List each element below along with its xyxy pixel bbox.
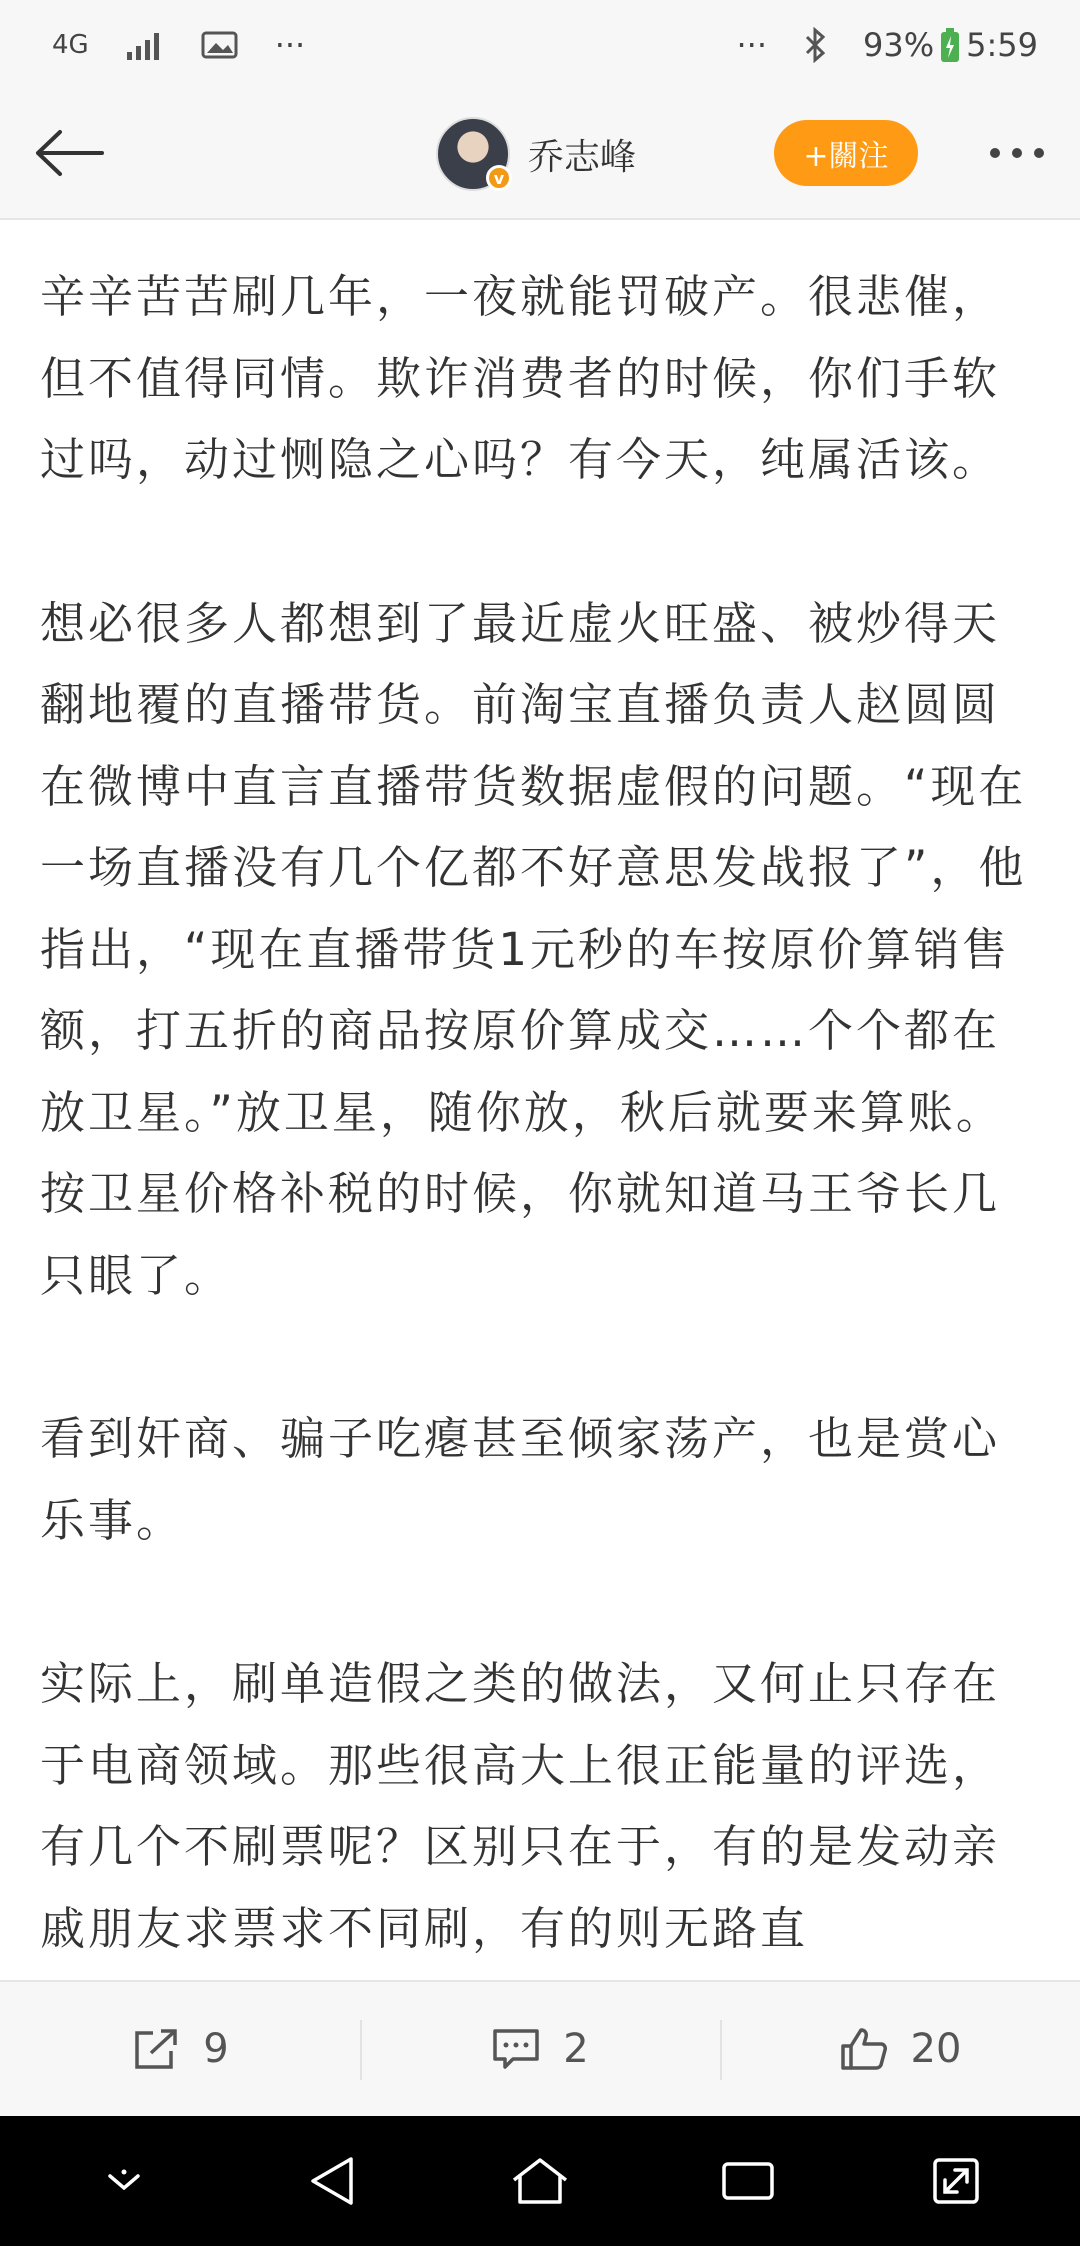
signal-bars-icon xyxy=(125,30,165,60)
nav-expand-button[interactable] xyxy=(911,2136,1001,2226)
gallery-icon xyxy=(201,30,239,60)
more-options-button[interactable] xyxy=(972,120,1062,186)
nav-back-button[interactable] xyxy=(287,2136,377,2226)
more-dot-icon xyxy=(990,148,1000,158)
profile-header[interactable] xyxy=(436,114,636,194)
like-button[interactable] xyxy=(720,1982,1080,2116)
status-left xyxy=(52,26,305,64)
repost-count: 9 xyxy=(203,2026,229,2072)
more-dot-icon xyxy=(1034,148,1044,158)
comment-button[interactable] xyxy=(360,1982,720,2116)
user-name[interactable]: 乔志峰 xyxy=(528,136,637,178)
battery-icon xyxy=(940,27,960,63)
expand-icon xyxy=(931,2156,981,2206)
action-bar xyxy=(0,1980,1080,2116)
back-arrow-icon xyxy=(32,128,106,178)
battery-indicator xyxy=(863,26,1038,64)
recents-icon xyxy=(720,2158,776,2204)
more-dot-icon xyxy=(1012,148,1022,158)
article-paragraph: 辛辛苦苦刷几年，一夜就能罚破产。很悲催，但不值得同情。欺诈消费者的时候，你们手软过吗，动过恻隐之心吗？有今天，纯属活该。 xyxy=(40,270,1001,486)
nav-hide-button[interactable] xyxy=(79,2136,169,2226)
status-bar xyxy=(0,0,1080,90)
verified-badge-icon: v xyxy=(486,165,512,191)
status-right xyxy=(737,26,1039,64)
bluetooth-icon xyxy=(803,27,827,63)
follow-label: +關注 xyxy=(803,139,889,174)
comment-count: 2 xyxy=(563,2026,589,2072)
back-button[interactable] xyxy=(24,108,114,198)
battery-percent: 93% xyxy=(863,26,935,64)
avatar[interactable] xyxy=(436,117,510,191)
article-paragraph: 想必很多人都想到了最近虚火旺盛、被炒得天翻地覆的直播带货。前淘宝直播负责人赵圆圆在微博中直言直播带货数据虚假的问题。“现在一场直播没有几个亿都不好意思发战报了”，他指出，“现在直播带货1元秒的车按原价算销售额，打五折的商品按原价算成交……个个都在放卫星。”放卫星，随你放，秋后就要来算账。按卫星价格补税的时候，你就知道马王爷长几只眼了。 xyxy=(40,596,1027,1302)
article-paragraph: 看到奸商、骗子吃瘪甚至倾家荡产，也是赏心乐事。 xyxy=(40,1412,1001,1547)
network-4g-icon xyxy=(52,30,89,60)
nav-recents-button[interactable] xyxy=(703,2136,793,2226)
home-icon xyxy=(510,2156,570,2206)
comment-icon xyxy=(491,2027,541,2071)
status-more-left: ··· xyxy=(274,26,306,64)
system-nav-bar xyxy=(0,2116,1080,2246)
article-paragraph: 实际上，刷单造假之类的做法，又何止只存在于电商领域。那些很高大上很正能量的评选，有几个不刷票呢？区别只在于，有的是发动亲戚朋友求票求不同刷，有的则无路直 xyxy=(40,1657,1001,1955)
top-header xyxy=(0,90,1080,220)
like-count: 20 xyxy=(910,2026,962,2072)
back-triangle-icon xyxy=(307,2155,357,2207)
article-body[interactable] xyxy=(40,256,1045,1980)
chevron-down-icon xyxy=(102,2166,146,2196)
clock: 5:59 xyxy=(966,26,1038,64)
repost-button[interactable] xyxy=(0,1982,360,2116)
thumbs-up-icon xyxy=(839,2026,889,2072)
share-icon xyxy=(131,2027,181,2071)
follow-button[interactable] xyxy=(774,120,918,186)
nav-home-button[interactable] xyxy=(495,2136,585,2226)
network-label: 4G xyxy=(52,30,89,60)
status-more-right: ··· xyxy=(736,26,768,64)
